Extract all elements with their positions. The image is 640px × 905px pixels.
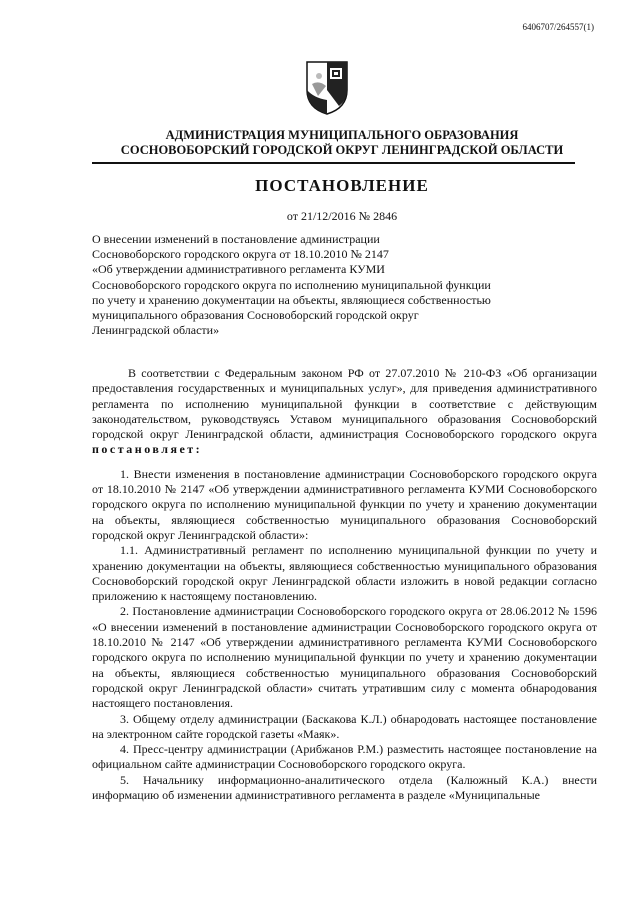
document-body (92, 366, 597, 803)
clause-4: 4. Пресс-центру администрации (Арибжанов Р.М.) разместить настоящее постановление на официальном сайте администрации Сосновоборского городского округа. (92, 742, 597, 772)
clause-2: 2. Постановление администрации Сосновоборского городского округа от 28.06.2012 № 1596 «О внесении изменений в постановление администрации Сосновоборского городского округа от 18.10.2010 № 2147 «Об утверждении административного регламента КУМИ Сосновоборского городского округа по исполнению муниципальной функции по учету и хранению документации на объекты, являющиеся собственностью муниципального образования Сосновоборский городской округ Ленинградской области» считать утратившим силу с момента обнародования настоящего постановления. (92, 604, 597, 711)
document-subject (92, 232, 532, 338)
organization-name-line-1: АДМИНИСТРАЦИЯ МУНИЦИПАЛЬНОГО ОБРАЗОВАНИЯ (165, 128, 519, 142)
coat-of-arms-emblem (304, 60, 350, 116)
clause-1-1: 1.1. Административный регламент по исполнению муниципальной функции по учету и хранению документации на объекты, являющиеся собственностью муниципального образования Сосновоборский городской округ Ленинградской области изложить в новой редакции согласно приложению к настоящему постановлению. (92, 543, 597, 604)
subject-line: Сосновоборского городского округа от 18.10.2010 № 2147 (92, 247, 389, 262)
header-rule (92, 162, 575, 164)
preamble-paragraph (92, 366, 597, 458)
subject-line: муниципального образования Сосновоборский городской округ (92, 308, 419, 323)
subject-line: по учету и хранению документации на объекты, являющиеся собственностью (92, 292, 491, 307)
document-date-number: от 21/12/2016 № 2846 (286, 209, 398, 223)
organization-name-line-2: СОСНОВОБОРСКИЙ ГОРОДСКОЙ ОКРУГ ЛЕНИНГРАДСКОЙ ОБЛАСТИ (120, 143, 564, 157)
subject-line: «Об утверждении административного регламента КУМИ (92, 262, 385, 277)
document-title: ПОСТАНОВЛЕНИЕ (255, 176, 429, 195)
clause-1: 1. Внести изменения в постановление администрации Сосновоборского городского округа от 18.10.2010 № 2147 «Об утверждении административного регламента КУМИ Сосновоборского городского округа по исполнению муниципальной функции по учету и хранению документации на объекты, являющиеся собственностью муниципального образования Сосновоборский городской округ Ленинградской области»: (92, 466, 597, 542)
preamble-text: В соответствии с Федеральным законом РФ от 27.07.2010 № 210-ФЗ «Об организации предоставления государственных и муниципальных услуг», для приведения административного регламента по исполнению муниципальной функции в соответствие с действующим законодательством, руководствуясь Уставом муниципального образования Сосновоборский городской округ Ленинградской области, администрация Сосновоборского городского округа (92, 366, 597, 442)
subject-line: Ленинградской области» (92, 323, 220, 338)
subject-line: Сосновоборского городского округа по исполнению муниципальной функции (92, 277, 491, 292)
subject-line: О внесении изменений в постановление администрации (92, 232, 380, 246)
clause-3: 3. Общему отделу администрации (Баскакова К.Л.) обнародовать настоящее постановление на электронном сайте городской газеты «Маяк». (92, 711, 597, 741)
document-code: 6406707/264557(1) (522, 22, 594, 32)
resolution-keyword: постановляет: (92, 442, 203, 457)
clause-5: 5. Начальнику информационно-аналитического отдела (Калюжный К.А.) внести информацию об изменении административного регламента в разделе «Муниципальные (92, 772, 597, 803)
